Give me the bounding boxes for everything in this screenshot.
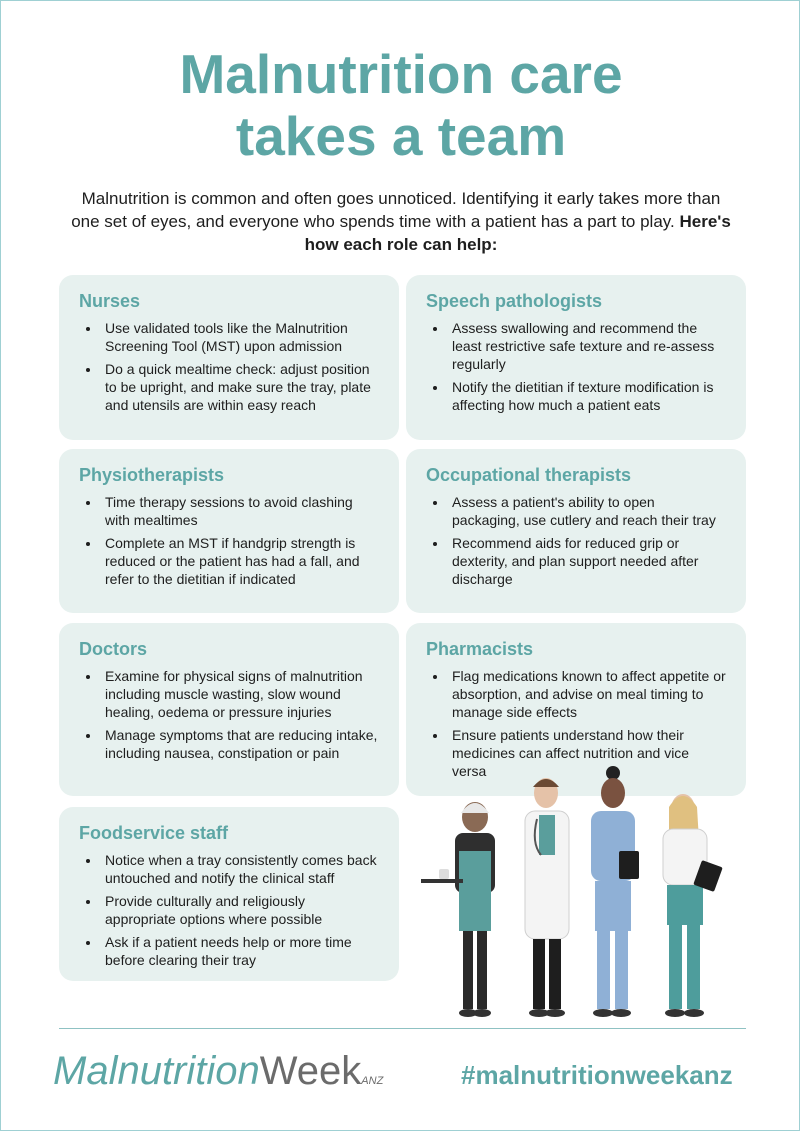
malnutrition-week-logo — [53, 1041, 383, 1101]
logo-malnutrition: Malnutrition — [53, 1049, 260, 1093]
card-list — [426, 493, 726, 588]
list-item: • Ensure patients understand how their medicines can affect nutrition and vice versa — [448, 726, 726, 780]
foodservice-worker-figure — [421, 802, 495, 1017]
card-speech-pathologists — [406, 275, 746, 440]
logo-week: Week — [259, 1049, 362, 1093]
card-heading: Pharmacists — [426, 639, 534, 659]
list-item: • Examine for physical signs of malnutrition including muscle wasting, slow wound healing, oedema or pressure injuries — [101, 667, 379, 721]
card-list — [79, 667, 379, 762]
list-item: • Time therapy sessions to avoid clashing with mealtimes — [101, 493, 379, 529]
card-heading: Occupational therapists — [426, 465, 632, 485]
list-item: • Assess a patient's ability to open packaging, use cutlery and reach their tray — [448, 493, 726, 529]
page-title — [1, 43, 800, 167]
list-item: • Complete an MST if handgrip strength is reduced or the patient has had a fall, and refer to the dietitian if indicated — [101, 534, 379, 588]
card-nurses — [59, 275, 399, 440]
card-heading: Doctors — [79, 639, 148, 659]
title-line-1: Malnutrition care — [179, 43, 623, 105]
hashtag: #malnutritionweekanz — [461, 1060, 733, 1090]
list-item: • Notice when a tray consistently comes back untouched and notify the clinical staff — [101, 851, 379, 887]
care-team-illustration — [411, 763, 741, 1025]
logo-anz: ANZ — [361, 1075, 384, 1087]
allied-health-figure — [663, 794, 723, 1017]
card-foodservice-staff — [59, 807, 399, 981]
nurse-figure — [591, 766, 639, 1017]
list-item: • Do a quick mealtime check: adjust position to be upright, and make sure the tray, plate and utensils are within easy reach — [101, 360, 379, 414]
list-item: • Assess swallowing and recommend the least restrictive safe texture and re-assess regularly — [448, 319, 726, 373]
card-heading: Nurses — [79, 291, 141, 311]
intro-text — [71, 187, 731, 256]
list-item: • Manage symptoms that are reducing intake, including nausea, constipation or pain — [101, 726, 379, 762]
card-heading: Speech pathologists — [426, 291, 603, 311]
card-occupational-therapists — [406, 449, 746, 613]
list-item: • Notify the dietitian if texture modification is affecting how much a patient eats — [448, 378, 726, 414]
card-heading: Foodservice staff — [79, 823, 229, 843]
intro-emphasis: Here's how each role can help: — [304, 212, 731, 254]
list-item: • Provide culturally and religiously appropriate options where possible — [101, 892, 379, 928]
intro-body: Malnutrition is common and often goes unnoticed. Identifying it early takes more than one set of eyes, and everyone who spends time with a patient has a part to play. — [71, 189, 721, 231]
list-item: • Ask if a patient needs help or more time before clearing their tray — [101, 933, 379, 969]
doctor-figure — [525, 778, 569, 1017]
card-physiotherapists — [59, 449, 399, 613]
card-list — [79, 493, 379, 588]
list-item: • Use validated tools like the Malnutrition Screening Tool (MST) upon admission — [101, 319, 379, 355]
card-list — [79, 319, 379, 414]
title-line-2: takes a team — [235, 105, 567, 167]
card-list — [426, 319, 726, 414]
card-doctors — [59, 623, 399, 796]
card-list — [79, 851, 379, 969]
footer-divider — [59, 1028, 746, 1029]
list-item: • Recommend aids for reduced grip or dexterity, and plan support needed after discharge — [448, 534, 726, 588]
card-heading: Physiotherapists — [79, 465, 225, 485]
list-item: • Flag medications known to affect appetite or absorption, and advise on meal timing to manage side effects — [448, 667, 726, 721]
